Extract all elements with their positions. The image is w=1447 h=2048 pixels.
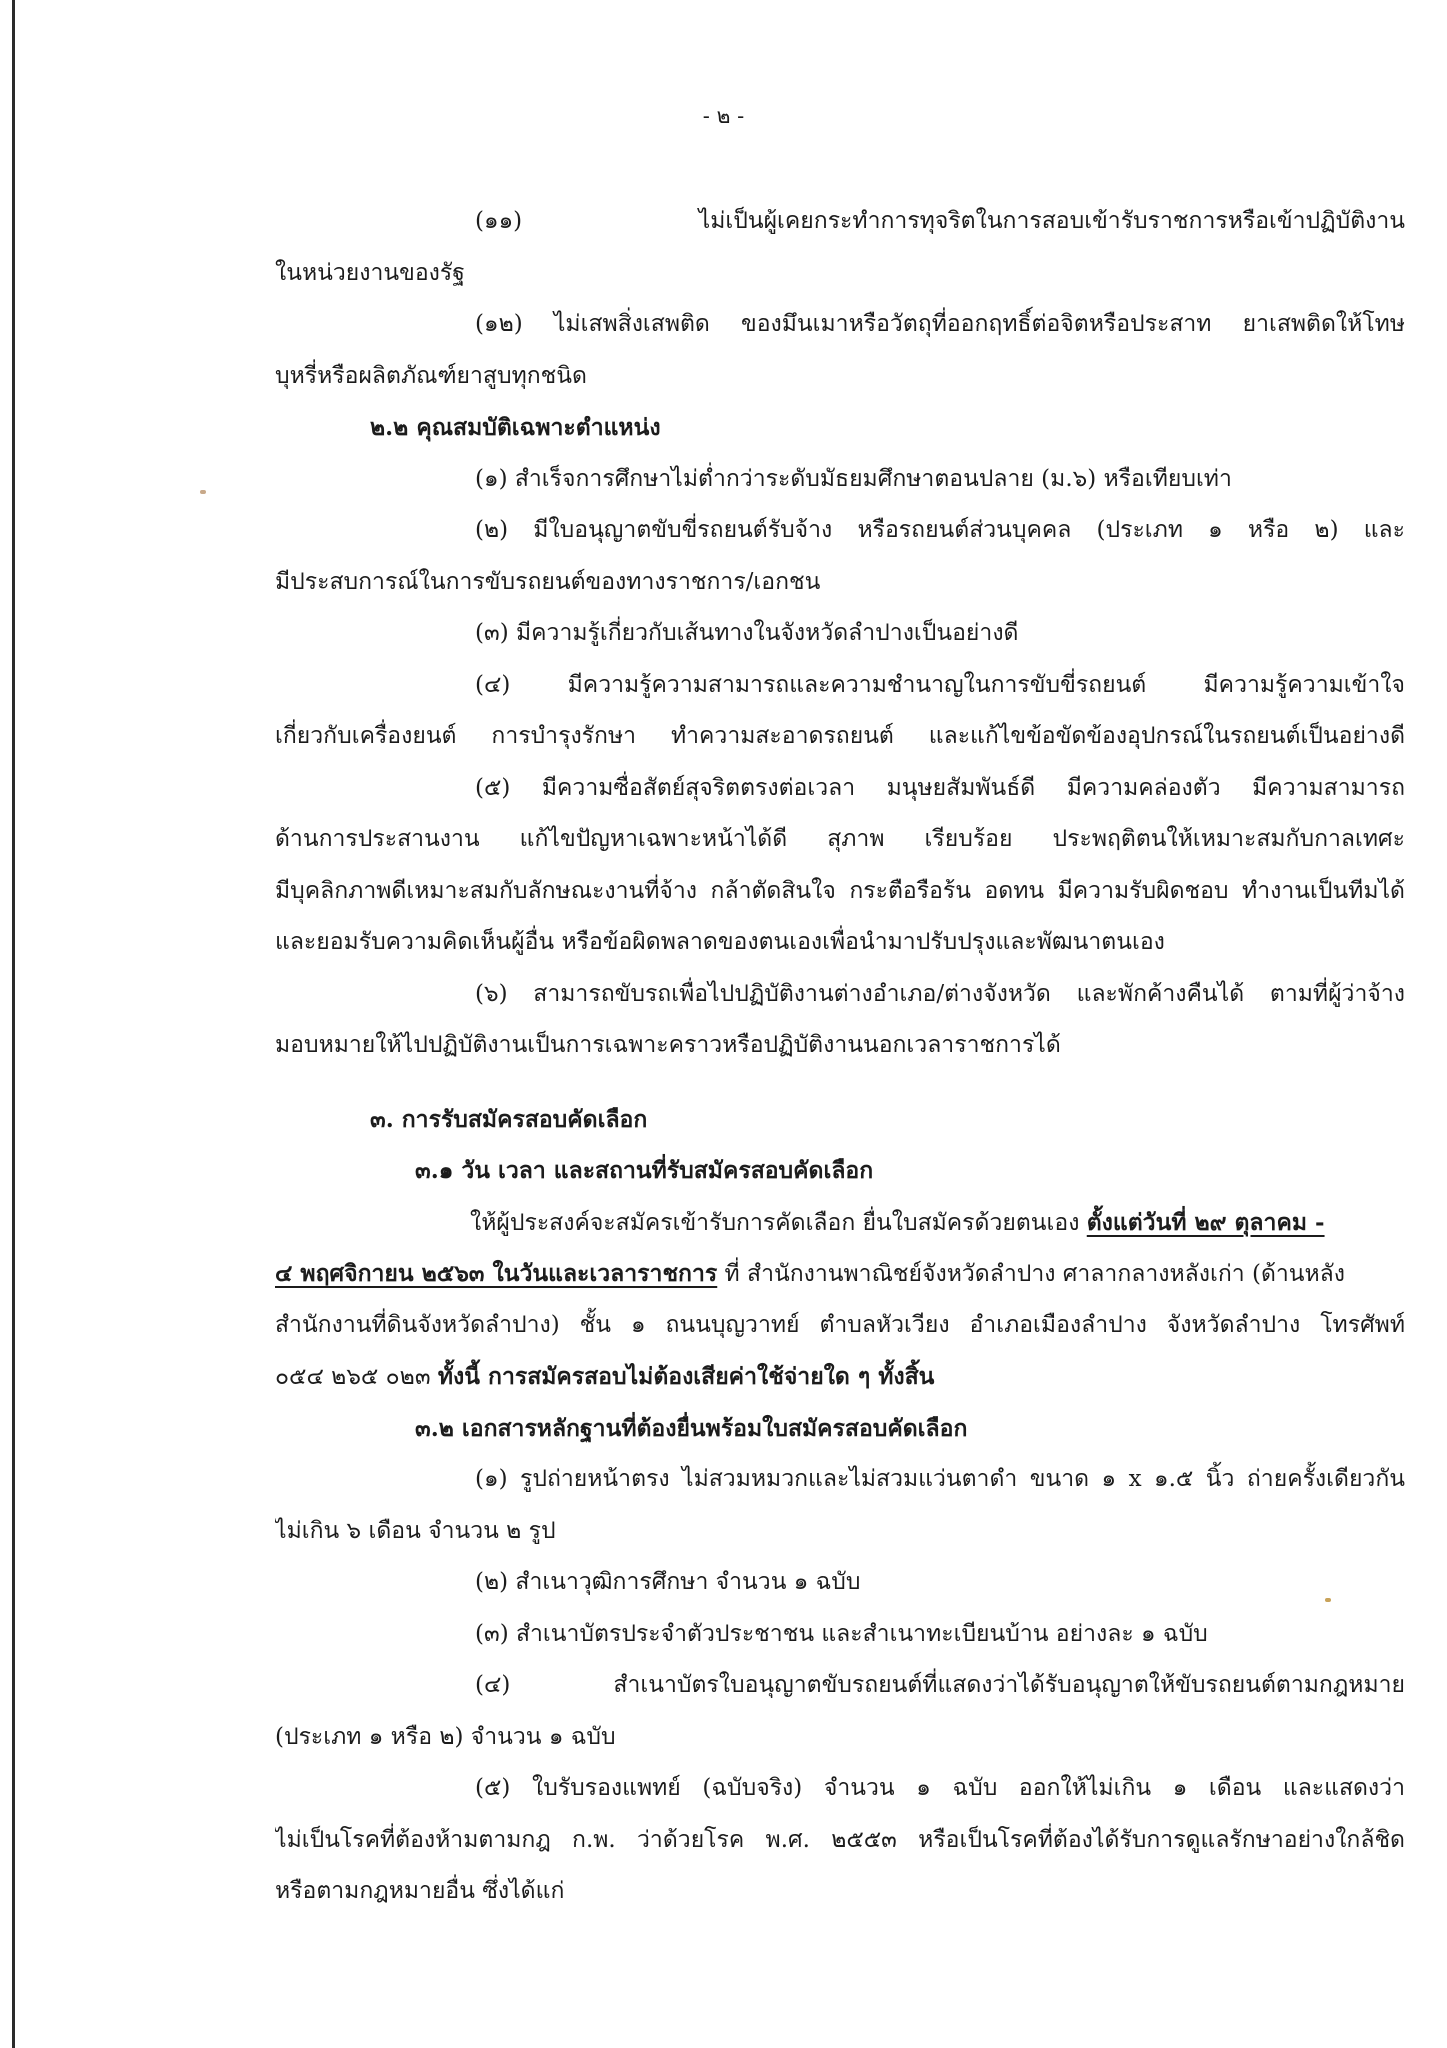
paragraph-line: (๕) มีความซื่อสัตย์สุจริตตรงต่อเวลา มนุษยสัมพันธ์ดี มีความคล่องตัว มีความสามารถ	[475, 774, 1405, 801]
paragraph-line: (๒) สำเนาวุฒิการศึกษา จำนวน ๑ ฉบับ	[475, 1569, 861, 1595]
paragraph-line: (๓) สำเนาบัตรประจำตัวประชาชน และสำเนาทะเบียนบ้าน อย่างละ ๑ ฉบับ	[475, 1620, 1208, 1647]
paragraph-line: (๔) มีความรู้ความสามารถและความชำนาญในการขับขี่รถยนต์ มีความรู้ความเข้าใจ	[475, 671, 1405, 698]
scan-edge	[12, 0, 15, 2048]
paragraph-line: (๒) มีใบอนุญาตขับขี่รถยนต์รับจ้าง หรือรถยนต์ส่วนบุคคล (ประเภท ๑ หรือ ๒) และ	[475, 517, 1405, 543]
paragraph-line	[275, 1248, 1405, 1300]
paragraph-line: (๓) มีความรู้เกี่ยวกับเส้นทางในจังหวัดลำปางเป็นอย่างดี	[475, 620, 1019, 646]
section-heading: ๓. การรับสมัครสอบคัดเลือก	[370, 1105, 648, 1133]
paragraph-line: หรือตามกฎหมายอื่น ซึ่งได้แก่	[275, 1878, 565, 1904]
subsection-heading: ๓.๒ เอกสารหลักฐานที่ต้องยื่นพร้อมใบสมัครสอบคัดเลือก	[415, 1414, 968, 1442]
paragraph-line: (๑) สำเร็จการศึกษาไม่ต่ำกว่าระดับมัธยมศึกษาตอนปลาย (ม.๖) หรือเทียบเท่า	[475, 465, 1232, 492]
paragraph-text: ที่ สำนักงานพาณิชย์จังหวัดลำปาง ศาลากลางหลังเก่า (ด้านหลัง	[717, 1261, 1346, 1287]
paragraph-line: (๑๑) ไม่เป็นผู้เคยกระทำการทุจริตในการสอบเข้ารับราชการหรือเข้าปฏิบัติงาน	[475, 208, 1405, 234]
application-period-end: ๔ พฤศจิกายน ๒๕๖๓ ในวันและเวลาราชการ	[275, 1260, 718, 1287]
paragraph-line: มอบหมายให้ไปปฏิบัติงานเป็นการเฉพาะคราวหรือปฏิบัติงานนอกเวลาราชการได้	[275, 1032, 1061, 1058]
section-heading: ๒.๒ คุณสมบัติเฉพาะตำแหน่ง	[370, 414, 661, 441]
phone-number: ๐๕๔ ๒๖๕ ๐๒๓	[275, 1364, 438, 1390]
paragraph-line: ไม่เป็นโรคที่ต้องห้ามตามกฎ ก.พ. ว่าด้วยโรค พ.ศ. ๒๕๕๓ หรือเป็นโรคที่ต้องได้รับการดูแลรักษาอย่างใกล้ชิด	[275, 1826, 1405, 1853]
paragraph-line: (๑) รูปถ่ายหน้าตรง ไม่สวมหมวกและไม่สวมแว่นตาดำ ขนาด ๑ x ๑.๕ นิ้ว ถ่ายครั้งเดียวกัน	[475, 1466, 1405, 1492]
paragraph-line	[275, 1197, 1405, 1249]
scan-speck	[200, 490, 206, 494]
paragraph-line: (๕) ใบรับรองแพทย์ (ฉบับจริง) จำนวน ๑ ฉบับ ออกให้ไม่เกิน ๑ เดือน และแสดงว่า	[475, 1775, 1405, 1801]
paragraph-line: เกี่ยวกับเครื่องยนต์ การบำรุงรักษา ทำความสะอาดรถยนต์ และแก้ไขข้อขัดข้องอุปกรณ์ในรถยนต์เป็นอย่างดี	[275, 723, 1405, 749]
paragraph-line: (๑๒) ไม่เสพสิ่งเสพติด ของมึนเมาหรือวัตถุที่ออกฤทธิ์ต่อจิตหรือประสาท ยาเสพติดให้โทษ	[475, 311, 1405, 337]
application-period-start: ตั้งแต่วันที่ ๒๙ ตุลาคม -	[1086, 1208, 1325, 1236]
paragraph-text: ให้ผู้ประสงค์จะสมัครเข้ารับการคัดเลือก ยื่นใบสมัครด้วยตนเอง	[470, 1209, 1087, 1236]
document-body	[275, 196, 1405, 1918]
fee-notice: ทั้งนี้ การสมัครสอบไม่ต้องเสียค่าใช้จ่ายใด ๆ ทั้งสิ้น	[437, 1363, 935, 1390]
paragraph-line: มีประสบการณ์ในการขับรถยนต์ของทางราชการ/เอกชน	[275, 568, 821, 595]
paragraph-line: มีบุคลิกภาพดีเหมาะสมกับลักษณะงานที่จ้าง กล้าตัดสินใจ กระตือรือร้น อดทน มีความรับผิดชอบ ทำงานเป็นทีมได้	[275, 877, 1405, 904]
paragraph-line	[275, 1351, 1405, 1403]
subsection-heading: ๓.๑ วัน เวลา และสถานที่รับสมัครสอบคัดเลือก	[415, 1157, 874, 1184]
paragraph-line: ไม่เกิน ๖ เดือน จำนวน ๒ รูป	[275, 1517, 556, 1544]
paragraph-line: และยอมรับความคิดเห็นผู้อื่น หรือข้อผิดพลาดของตนเองเพื่อนำมาปรับปรุงและพัฒนาตนเอง	[275, 929, 1165, 955]
page-number: - ๒ -	[702, 104, 745, 128]
paragraph-line: (ประเภท ๑ หรือ ๒) จำนวน ๑ ฉบับ	[275, 1723, 616, 1750]
paragraph-line: (๔) สำเนาบัตรใบอนุญาตขับรถยนต์ที่แสดงว่าได้รับอนุญาตให้ขับรถยนต์ตามกฎหมาย	[475, 1672, 1405, 1698]
paragraph-line: (๖) สามารถขับรถเพื่อไปปฏิบัติงานต่างอำเภอ/ต่างจังหวัด และพักค้างคืนได้ ตามที่ผู้ว่าจ้าง	[475, 980, 1405, 1007]
paragraph-line: ในหน่วยงานของรัฐ	[275, 259, 465, 286]
paragraph-line: บุหรี่หรือผลิตภัณฑ์ยาสูบทุกชนิด	[275, 362, 587, 389]
paragraph-line: ด้านการประสานงาน แก้ไขปัญหาเฉพาะหน้าได้ดี สุภาพ เรียบร้อย ประพฤติตนให้เหมาะสมกับกาลเทศะ	[275, 826, 1405, 852]
paragraph-line: สำนักงานที่ดินจังหวัดลำปาง) ชั้น ๑ ถนนบุญวาทย์ ตำบลหัวเวียง อำเภอเมืองลำปาง จังหวัดลำปาง โทรศัพท์	[275, 1311, 1405, 1338]
